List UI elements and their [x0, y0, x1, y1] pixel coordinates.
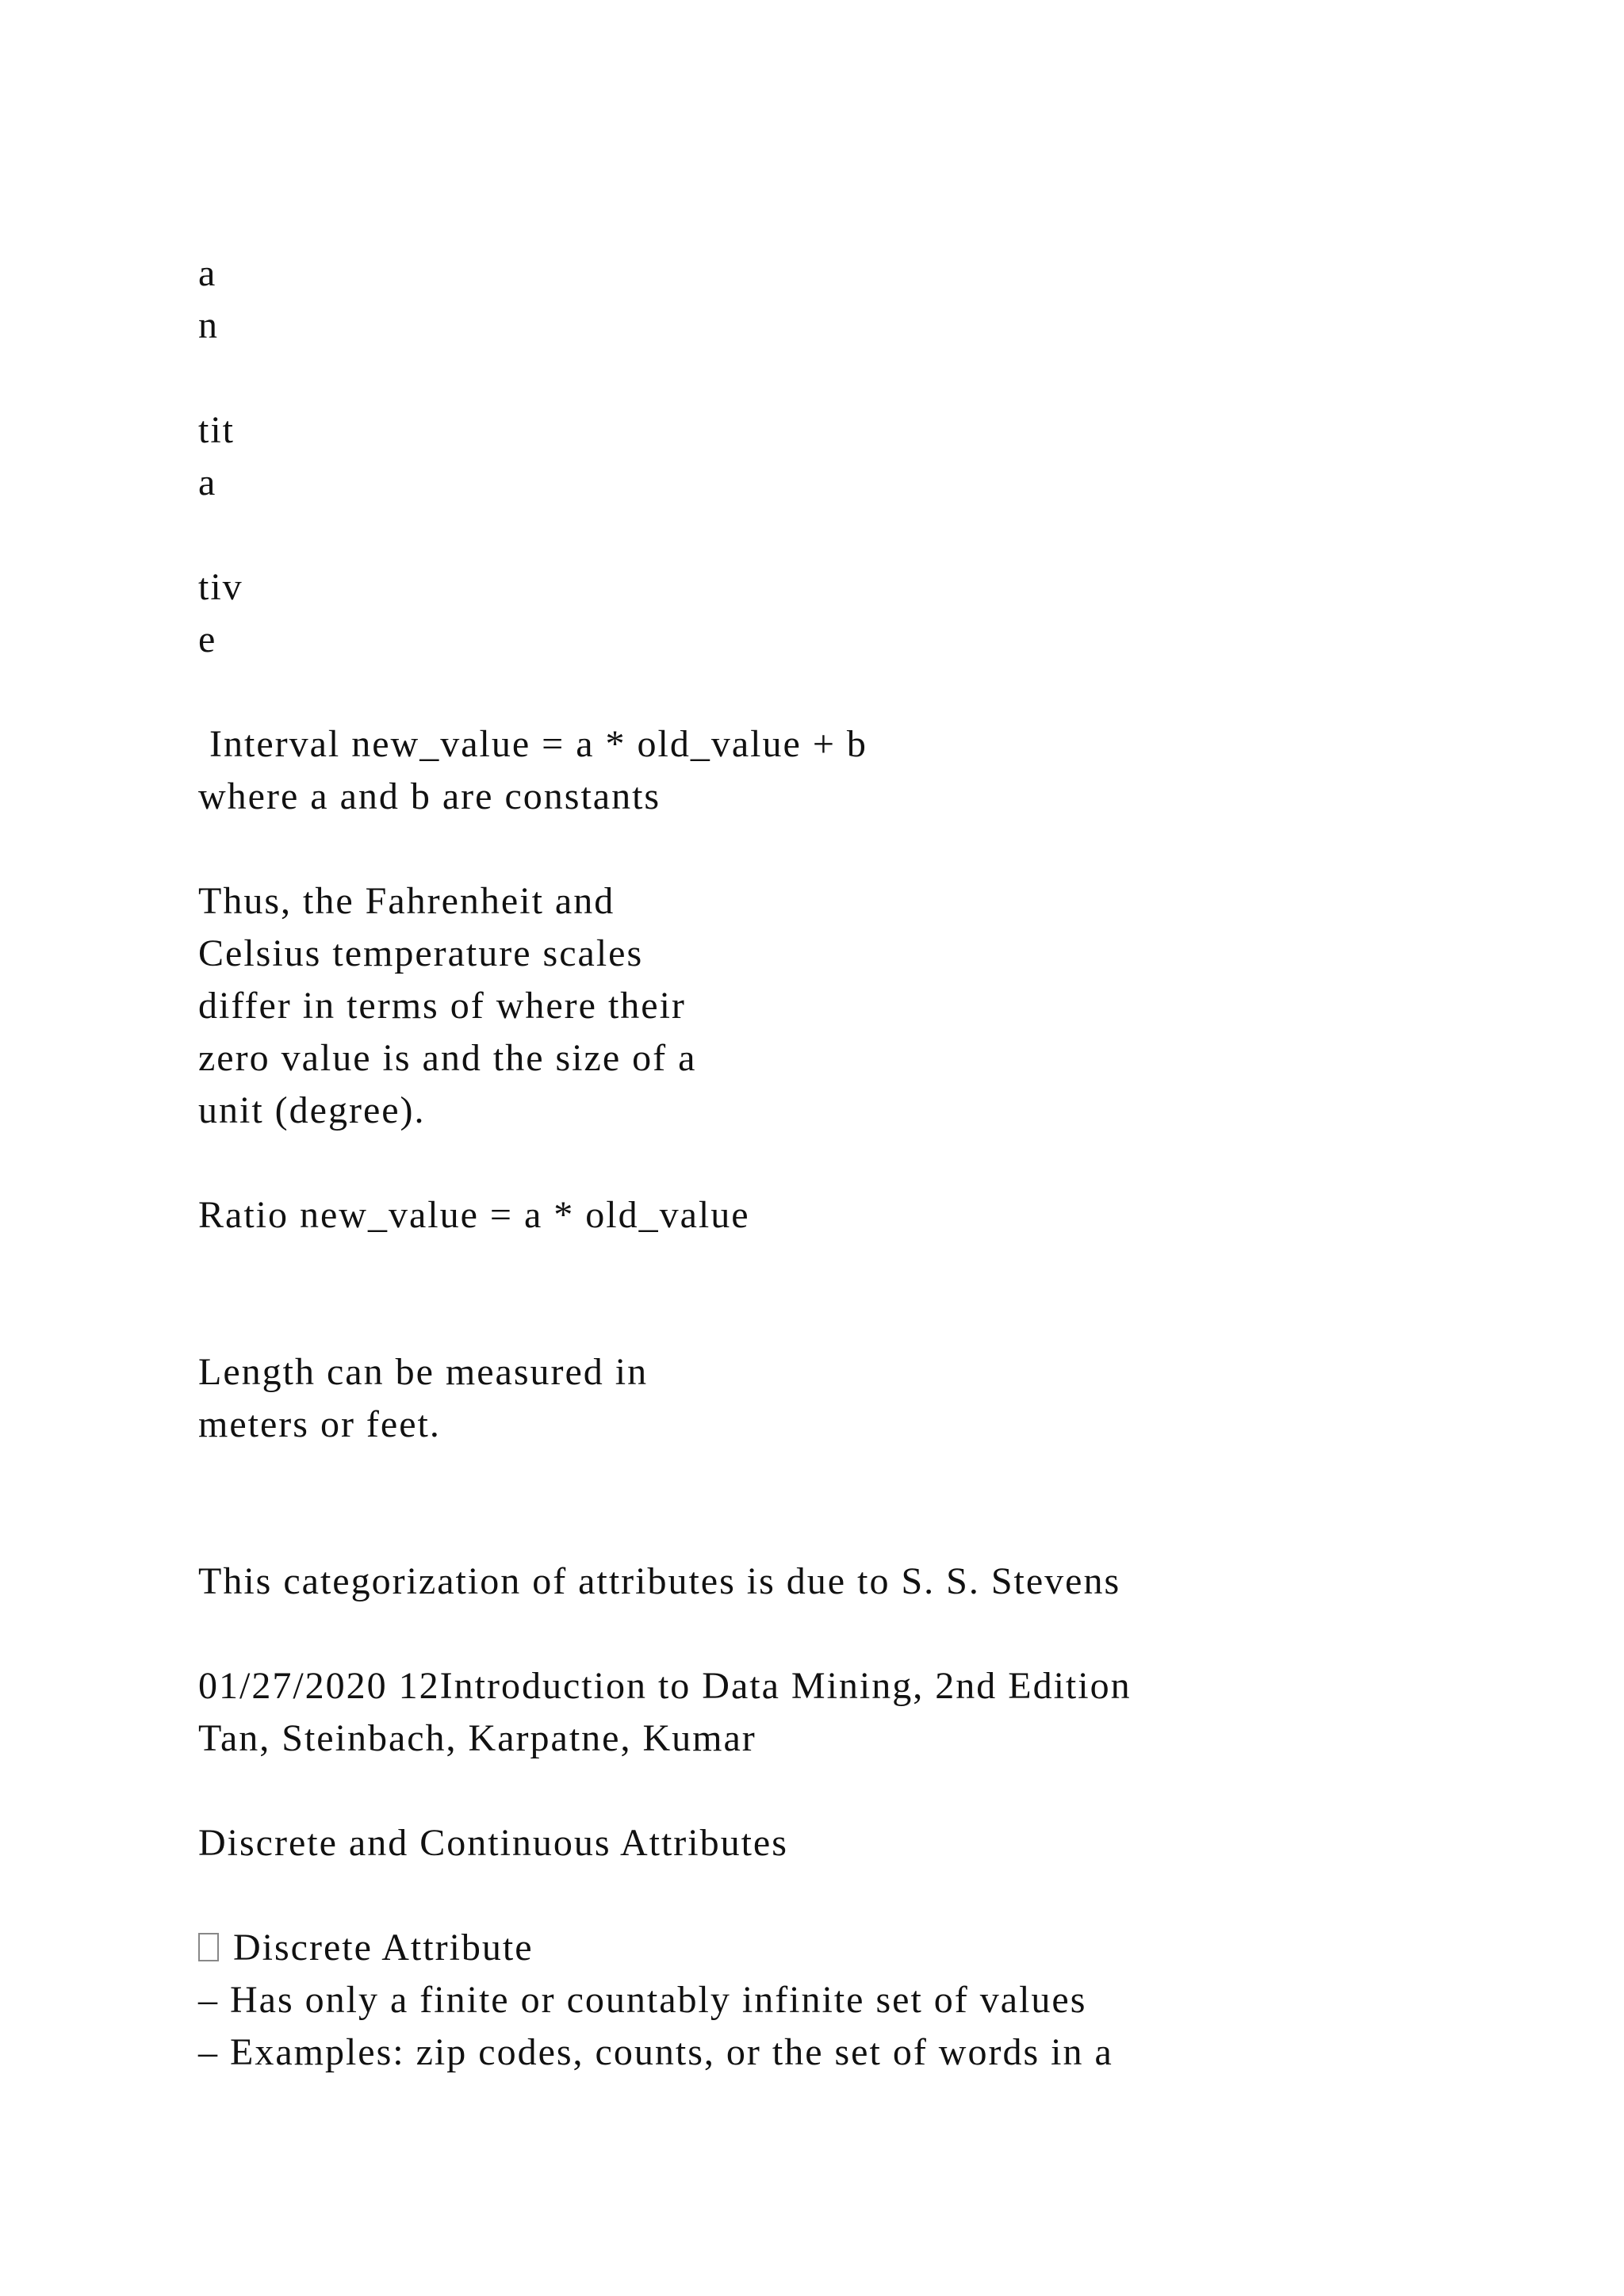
text-line: meters or feet. [198, 1403, 441, 1445]
document-text [198, 247, 1507, 2079]
text-line: tiv [198, 566, 243, 608]
blank-line [198, 1294, 1507, 1346]
blank-line [198, 666, 1507, 718]
text-line: a [198, 252, 217, 294]
ratio-formula-line: Ratio new_value = a * old_value [198, 1194, 750, 1236]
section-heading: Discrete and Continuous Attributes [198, 1822, 788, 1864]
blank-line [198, 1137, 1507, 1189]
text-line: – Has only a finite or countably infinite set of values [198, 1979, 1087, 2021]
text-line: where a and b are constants [198, 775, 661, 817]
blank-line [198, 1242, 1507, 1294]
text-line: Length can be measured in [198, 1351, 649, 1393]
text-line: unit (degree). [198, 1089, 426, 1131]
blank-line [198, 509, 1507, 561]
blank-line [198, 352, 1507, 404]
bullet-line [198, 1922, 1507, 1974]
text-line: zero value is and the size of a [198, 1037, 697, 1079]
blank-line [198, 1503, 1507, 1556]
text-line: tit [198, 409, 236, 451]
footer-line: 01/27/2020 12Introduction to Data Mining, 2nd Edition [198, 1665, 1132, 1707]
blank-line [198, 1608, 1507, 1660]
text-line: Celsius temperature scales [198, 932, 644, 974]
text-line: n [198, 304, 219, 346]
blank-line [198, 1869, 1507, 1922]
blank-line [198, 1451, 1507, 1503]
blank-line [198, 1765, 1507, 1817]
text-line: differ in terms of where their [198, 985, 686, 1027]
blank-line [198, 823, 1507, 875]
text-line: This categorization of attributes is due to S. S. Stevens [198, 1560, 1121, 1602]
text-line: a [198, 461, 217, 503]
bullet-text: Discrete Attribute [222, 1927, 534, 1969]
interval-formula-line: Interval new_value = a * old_value + b [198, 723, 868, 765]
text-line: – Examples: zip codes, counts, or the set of words in a [198, 2031, 1113, 2073]
text-line: e [198, 618, 217, 660]
text-line: Thus, the Fahrenheit and [198, 880, 615, 922]
authors-line: Tan, Steinbach, Karpatne, Kumar [198, 1717, 756, 1759]
missing-glyph-icon [198, 1933, 219, 1961]
